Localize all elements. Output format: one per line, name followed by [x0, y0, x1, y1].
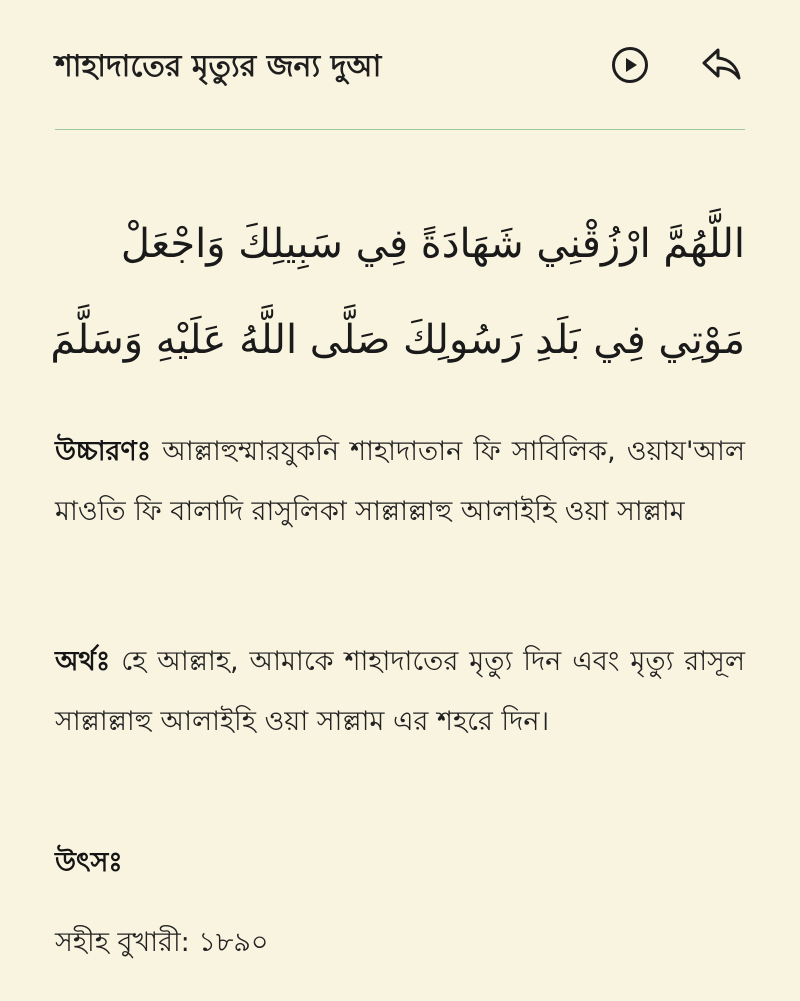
header-actions: [607, 42, 745, 88]
source-label: উৎসঃ: [55, 847, 123, 878]
meaning-label: অর্থঃ: [55, 646, 111, 677]
play-circle-icon: [610, 45, 650, 85]
play-audio-button[interactable]: [607, 42, 653, 88]
meaning-section: [55, 632, 745, 752]
header-divider: [55, 129, 745, 130]
page-title: শাহাদাতের মৃত্যুর জন্য দুআ: [55, 49, 382, 84]
share-back-arrow-icon: [701, 46, 743, 84]
meaning-text: হে আল্লাহ, আমাকে শাহাদাতের মৃত্যু দিন এবং মৃত্যু রাসূল সাল্লাল্লাহু আলাইহি ওয়া সাল্লাম এর শহরে দিন।: [55, 646, 745, 737]
header-bar: [55, 38, 745, 98]
pronunciation-label: উচ্চারণঃ: [55, 436, 152, 467]
source-value: সহীহ বুখারী: ১৮৯০: [55, 927, 269, 958]
share-button[interactable]: [699, 42, 745, 88]
arabic-line: مَوْتِي فِي بَلَدِ رَسُولِكَ صَلَّى اللَّهُ عَلَيْهِ وَسَلَّمَ: [50, 317, 745, 363]
arabic-dua-text: [50, 196, 745, 388]
arabic-line: اللَّهُمَّ ارْزُقْنِي شَهَادَةً فِي سَبِيلِكَ وَاجْعَلْ: [120, 221, 745, 267]
pronunciation-text: আল্লাহুম্মারযুকনি শাহাদাতান ফি সাবিলিক, ওয়ায'আল মাওতি ফি বালাদি রাসুলিকা সাল্লাল্লাহু আলাইহি ওয়া সাল্লাম: [55, 436, 745, 527]
pronunciation-section: [55, 422, 745, 542]
